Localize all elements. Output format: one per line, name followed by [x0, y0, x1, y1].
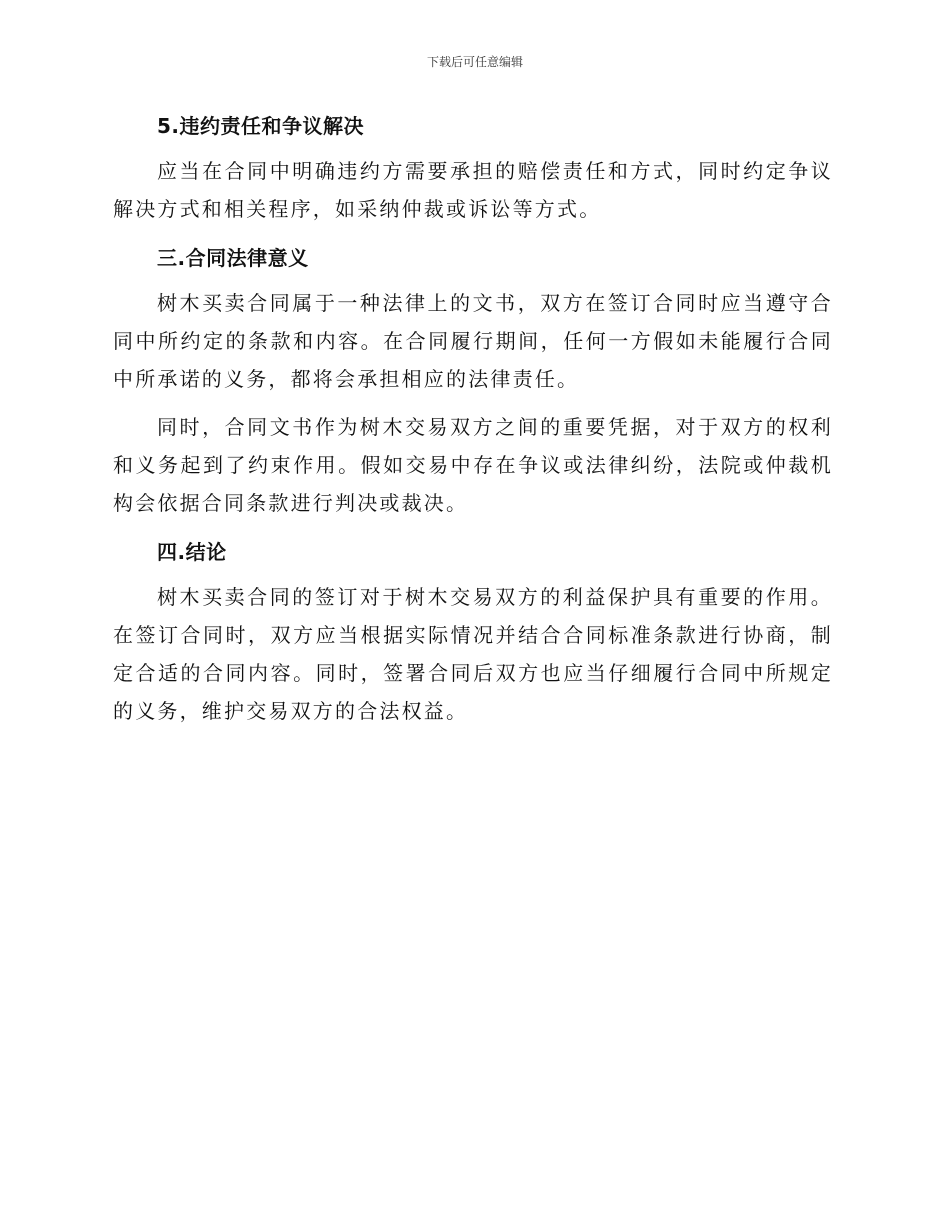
section-heading-legal-meaning: 三.合同法律意义 — [157, 246, 309, 270]
paragraph-legal-meaning-1: 树木买卖合同属于一种法律上的文书，双方在签订合同时应当遵守合同中所约定的条款和内容。在合同履行期间，任何一方假如未能履行合同中所承诺的义务，都将会承担相应的法律责任。 — [113, 291, 833, 391]
paragraph-conclusion: 树木买卖合同的签订对于树木交易双方的利益保护具有重要的作用。在签订合同时，双方应当根据实际情况并结合合同标准条款进行协商，制定合适的合同内容。同时，签署合同后双方也应当仔细履行合同中所规定的义务，维护交易双方的合法权益。 — [113, 585, 833, 723]
section-heading-conclusion: 四.结论 — [157, 540, 227, 564]
paragraph-legal-meaning-2: 同时，合同文书作为树木交易双方之间的重要凭据，对于双方的权利和义务起到了约束作用。假如交易中存在争议或法律纠纷，法院或仲裁机构会依据合同条款进行判决或裁决。 — [113, 415, 833, 515]
header-note: 下载后可任意编辑 — [426, 55, 523, 69]
paragraph-breach: 应当在合同中明确违约方需要承担的赔偿责任和方式，同时约定争议解决方式和相关程序，如采纳仲裁或诉讼等方式。 — [113, 159, 833, 221]
document-body — [113, 110, 833, 730]
section-heading-breach: 5.违约责任和争议解决 — [157, 114, 365, 138]
